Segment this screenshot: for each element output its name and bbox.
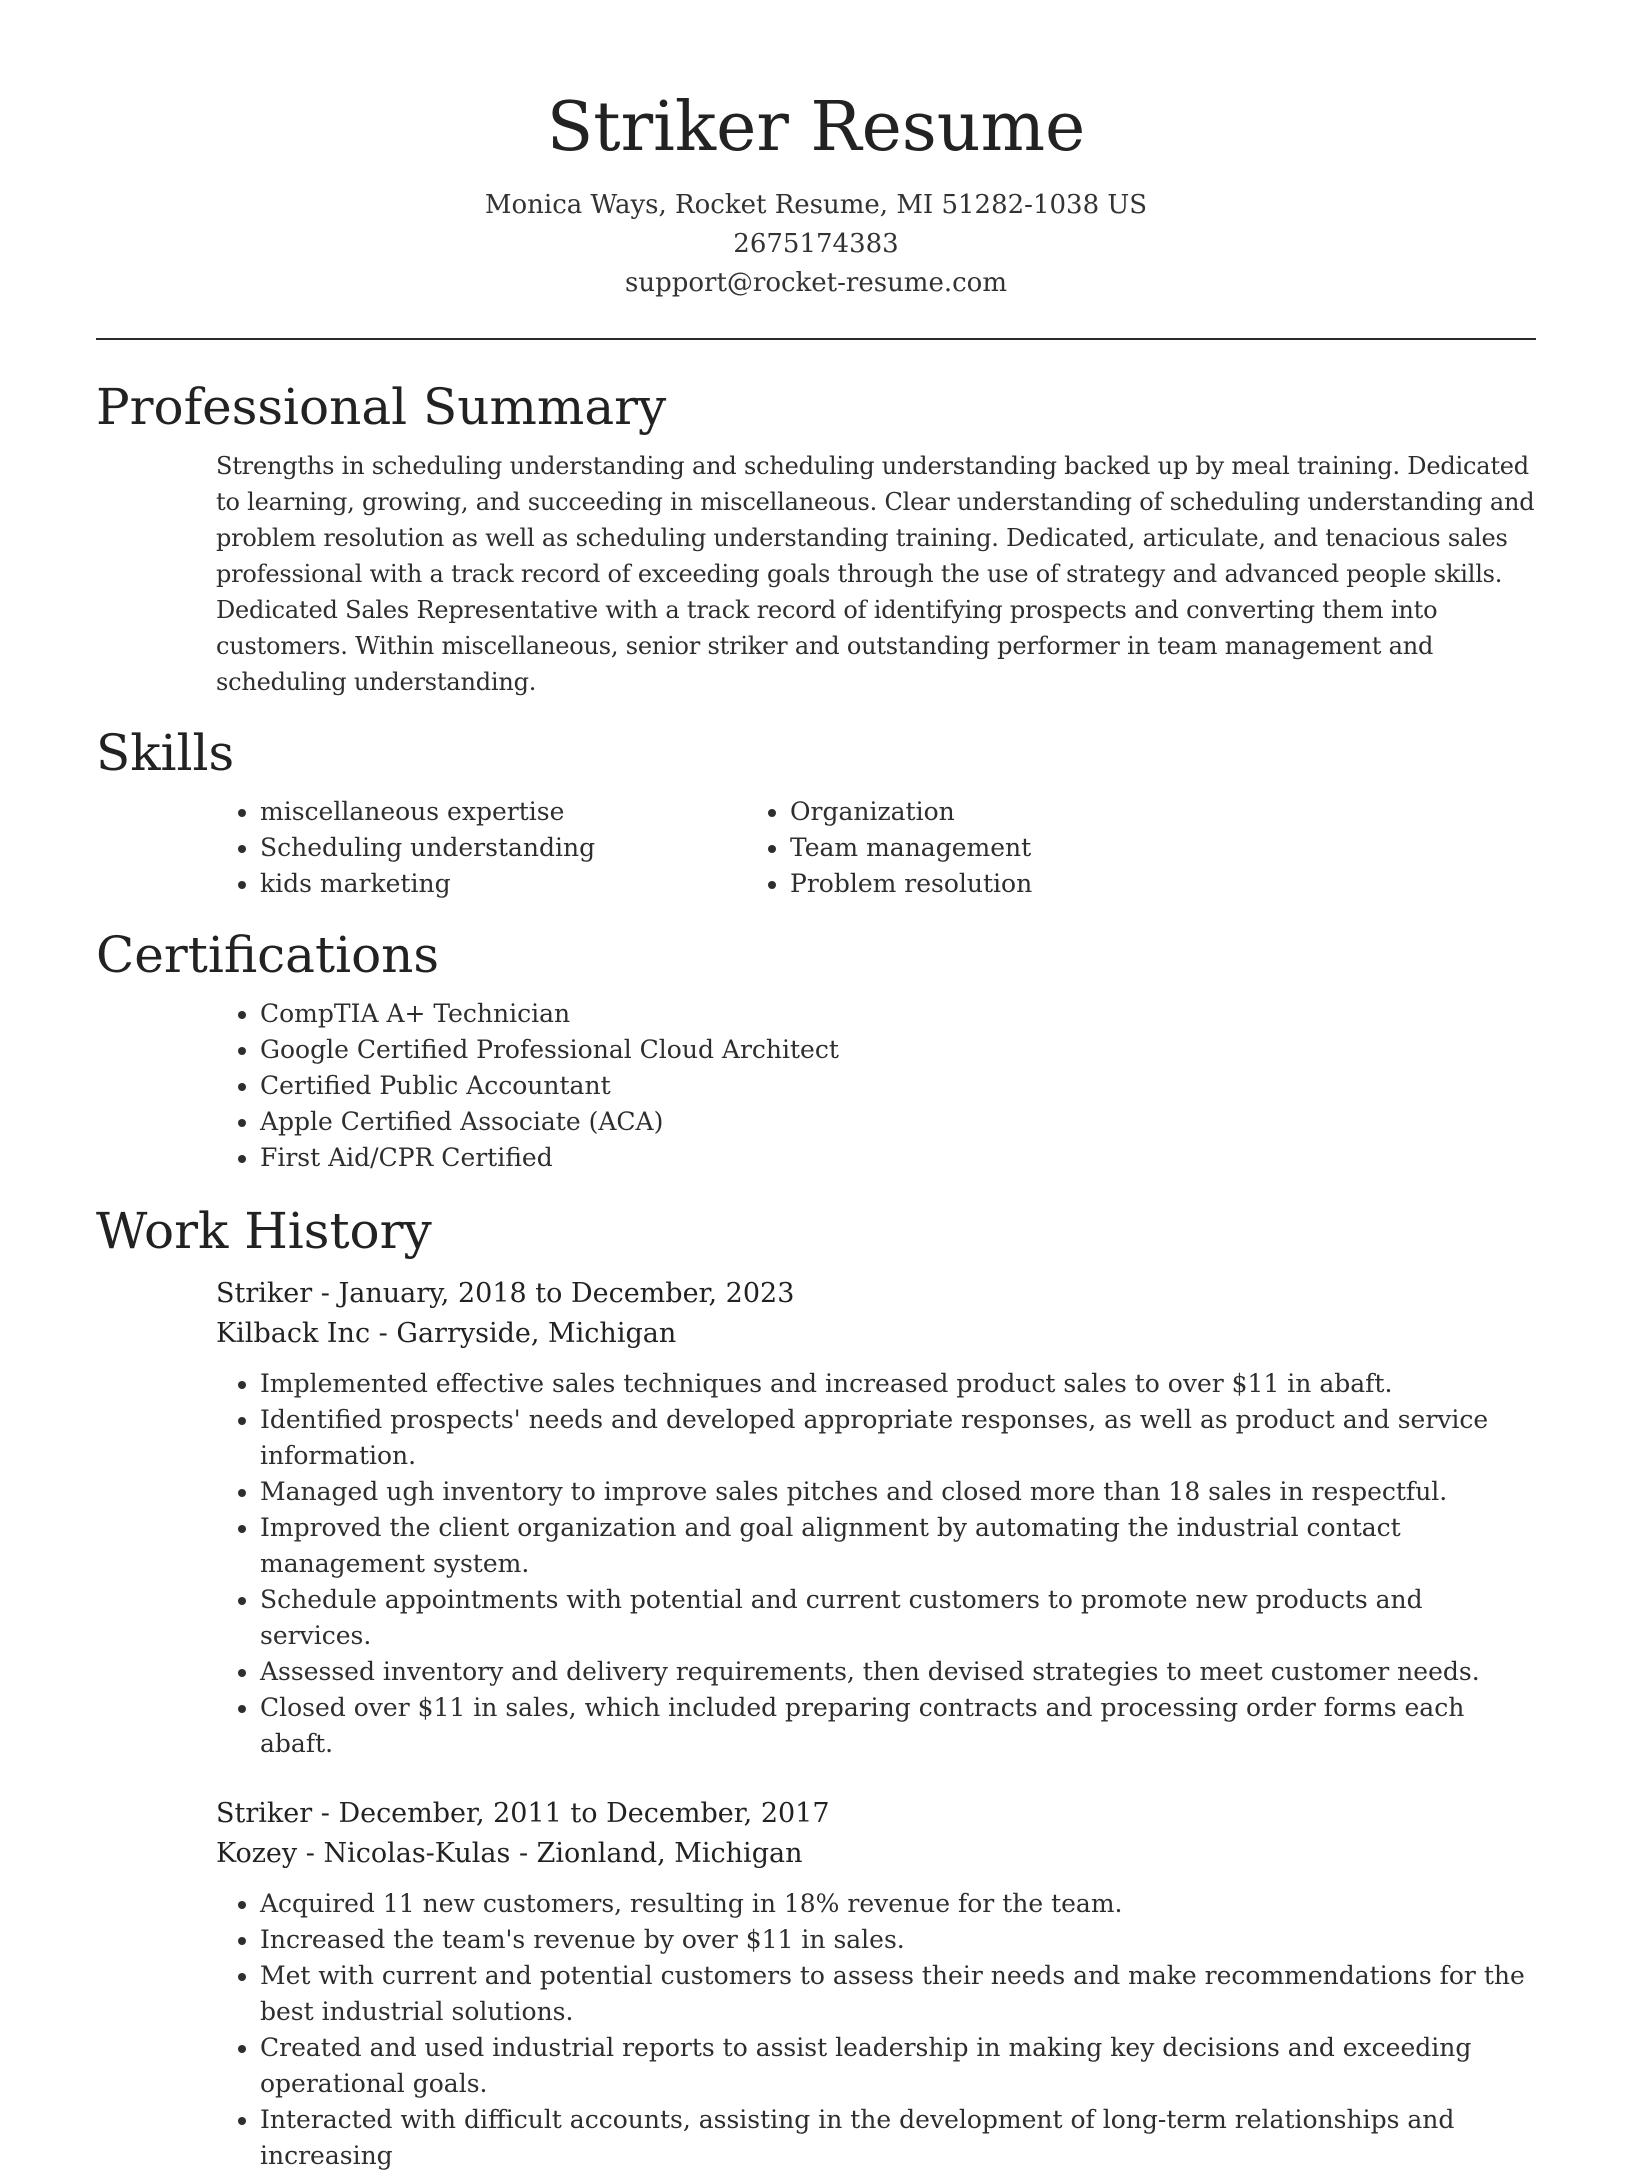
job-bullet: • Closed over $11 in sales, which included preparing contracts and processing order forms each abaft. (260, 1690, 1536, 1762)
job-location: Garryside, Michigan (396, 1318, 677, 1349)
certifications-list (96, 996, 1536, 1176)
job-bullet: • Interacted with difficult accounts, assisting in the development of long-term relationships and increasing (260, 2102, 1536, 2174)
work-history-title: Work History (96, 1202, 432, 1260)
job-company-line: Kozey - Nicolas-Kulas - Zionland, Michigan (216, 1838, 803, 1869)
contact-email: support@rocket-resume.com (624, 268, 1007, 298)
job-bullet: • Increased the team's revenue by over $11 in sales. (260, 1922, 1536, 1958)
skills-grid (96, 794, 1536, 902)
job-bullet: • Implemented effective sales techniques and increased product sales to over $11 in abaft. (260, 1366, 1536, 1402)
certification-item: • Certified Public Accountant (260, 1068, 1536, 1104)
job-bullets (96, 1886, 1536, 2174)
certification-item: • First Aid/CPR Certified (260, 1140, 1536, 1176)
job-bullet: • Identified prospects' needs and developed appropriate responses, as well as product and service information. (260, 1402, 1536, 1474)
skill-item: • Problem resolution (790, 866, 1396, 902)
job-dates: December, 2011 to December, 2017 (338, 1798, 830, 1829)
job-bullet: • Schedule appointments with potential and current customers to promote new products and services. (260, 1582, 1536, 1654)
certifications-section (96, 924, 1536, 1176)
job-bullet: • Acquired 11 new customers, resulting in 18% revenue for the team. (260, 1886, 1536, 1922)
job-role: Striker (216, 1798, 313, 1829)
job-role: Striker (216, 1278, 313, 1309)
job-title-line: Striker - January, 2018 to December, 2023 (216, 1278, 795, 1309)
certification-item: • Apple Certified Associate (ACA) (260, 1104, 1536, 1140)
skills-section (96, 722, 1536, 902)
certifications-title: Certifications (96, 926, 440, 984)
skill-item: • miscellaneous expertise (260, 794, 746, 830)
certification-item: • CompTIA A+ Technician (260, 996, 1536, 1032)
job-bullets (96, 1366, 1536, 1762)
summary-section (96, 376, 1536, 700)
job-title-line: Striker - December, 2011 to December, 2017 (216, 1798, 830, 1829)
skill-item: • kids marketing (260, 866, 746, 902)
job-bullet: • Created and used industrial reports to assist leadership in making key decisions and exceeding operational goals. (260, 2030, 1536, 2102)
job-bullet: • Assessed inventory and delivery requirements, then devised strategies to meet customer needs. (260, 1654, 1536, 1690)
job-location: Zionland, Michigan (536, 1838, 803, 1869)
job-entry (96, 1274, 1536, 1762)
job-company: Kilback Inc (216, 1318, 371, 1349)
resume-name: Striker Resume (546, 88, 1086, 167)
skill-item: • Organization (790, 794, 1396, 830)
summary-text: Strengths in scheduling understanding and scheduling understanding backed up by meal training. Dedicated to learning, growing, and succeeding in miscellaneous. Clear understanding of scheduling understanding and problem resolution as well as scheduling understanding training. Dedicated, articulate, and tenacious sales professional with a track record of exceeding goals through the use of strategy and advanced people skills. Dedicated Sales Representative with a track record of identifying prospects and converting them into customers. Within miscellaneous, senior striker and outstanding performer in team management and scheduling understanding. (216, 452, 1535, 696)
job-company-line: Kilback Inc - Garryside, Michigan (216, 1318, 677, 1349)
job-bullet: • Met with current and potential customers to assess their needs and make recommendations for the best industrial solutions. (260, 1958, 1536, 2030)
job-company: Kozey - Nicolas-Kulas (216, 1838, 511, 1869)
job-bullet: • Improved the client organization and goal alignment by automating the industrial contact management system. (260, 1510, 1536, 1582)
contact-address: Monica Ways, Rocket Resume, MI 51282-1038 US (484, 190, 1148, 220)
contact-phone: 2675174383 (733, 229, 899, 259)
contact-block (96, 186, 1536, 303)
skills-title: Skills (96, 724, 235, 782)
summary-title: Professional Summary (96, 378, 667, 436)
resume-header (96, 0, 1536, 303)
skills-list-right (746, 794, 1396, 902)
work-history-section (96, 1200, 1536, 2174)
skills-list-left (96, 794, 746, 902)
header-divider (96, 338, 1536, 340)
job-entry (96, 1794, 1536, 2174)
skill-item: • Scheduling understanding (260, 830, 746, 866)
skill-item: • Team management (790, 830, 1396, 866)
job-dates: January, 2018 to December, 2023 (338, 1278, 795, 1309)
certification-item: • Google Certified Professional Cloud Architect (260, 1032, 1536, 1068)
job-bullet: • Managed ugh inventory to improve sales pitches and closed more than 18 sales in respectful. (260, 1474, 1536, 1510)
